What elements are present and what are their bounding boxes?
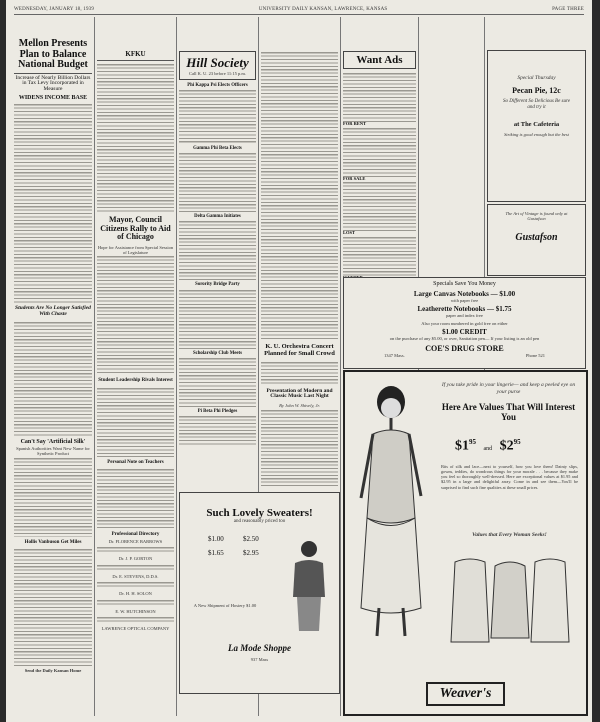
directory-item: E. W. HUTCHINSON: [115, 608, 156, 614]
kfku-text: [97, 63, 174, 213]
cafeteria-tagline: Striking is good enough but the best: [504, 131, 569, 137]
story2-headline: Students Are No Longer Satisfied With Chaste: [15, 305, 91, 317]
coes-line5: on the purchase of any $5.00, or over, Sanitation pen— If your listing is an old pen: [389, 336, 540, 342]
coes-phone: Phone 521: [525, 352, 545, 358]
lead-subhead: Increase of Nearly Billion Dollars in Tax Levy Incorporated in Measure: [15, 74, 91, 93]
column-1: [14, 17, 92, 716]
price: $2.95: [243, 549, 259, 557]
price-1: $1: [455, 438, 469, 454]
lead-section: WIDENS INCOME BASE: [18, 94, 88, 101]
coes-line1b: with paper free: [450, 298, 479, 303]
price: $1.00: [208, 535, 224, 543]
column-rule: [340, 17, 341, 716]
sweaters-ad-title: Such Lovely Sweaters!: [206, 507, 313, 519]
col1-footer: Send the Daily Kansan Home: [24, 667, 82, 673]
society-headline: Sorority Bridge Party: [195, 282, 240, 288]
want-ads-title: Want Ads: [356, 54, 403, 66]
cafeteria-name: at The Cafeteria: [513, 120, 560, 128]
column-2: [97, 17, 174, 716]
coes-line3: Also your room numbered in gold free on either: [421, 320, 508, 326]
directory-item: Dr. E. STEVENS, D.D.S.: [112, 573, 159, 579]
story3-headline: Student Leadership Rivals Interest: [98, 378, 173, 384]
weavers-logo: Weaver's: [426, 682, 506, 706]
kfku-heading: KFKU: [125, 50, 146, 58]
story4-text: [14, 548, 92, 668]
weavers-prices: [455, 438, 521, 455]
hill-society-banner: [179, 51, 256, 80]
want-ad-category: LOST: [343, 230, 356, 236]
la-mode-address: 937 Mass: [250, 657, 269, 662]
story3-headline: Can't Say 'Artificial Silk': [20, 438, 86, 445]
price-and: and: [483, 445, 493, 452]
hill-society-title: Hill Society: [186, 55, 249, 70]
special-body: So Different So Delicious Be sure and try it: [503, 98, 570, 110]
weavers-body: Bits of silk and lace—next to yourself, how you love them! Dainty slips, gowns, teddies, do wondrous things for your morale . . . because they make you feel so thoroughly well-dressed. Here are exceptional values at $1.95 and $2.95 in a large and delightful array. Come in and see them—You'll be surprised to find such fine qualities at these small prices.: [441, 464, 578, 490]
price-2-cents: 95: [513, 438, 521, 446]
story4-headline: Hollis Vanbuson Get Miles: [24, 539, 82, 545]
column-rule: [176, 17, 177, 716]
special-title: Special Thursday: [517, 75, 556, 81]
coes-address: 1347 Mass.: [384, 352, 405, 358]
newspaper-page: [6, 0, 592, 722]
story2-subhead: Hope for Assistance from Special Session of Legislature: [97, 244, 174, 255]
coes-store-name: COE'S DRUG STORE: [425, 343, 504, 353]
sweater-model-illustration: [287, 537, 331, 633]
column-rule: [94, 17, 95, 716]
concert-headline: K. U. Orchestra Concert Planned for Small Crowd: [264, 343, 335, 357]
story3-text: [14, 457, 92, 537]
want-ads-banner: [343, 51, 416, 69]
coes-line2: Leatherette Notebooks — $1.75: [417, 305, 512, 314]
column-4: [261, 17, 338, 487]
story2-text: [14, 321, 92, 436]
coes-line2b: paper and index free: [446, 313, 483, 319]
weavers-pitch: If you take pride in your lingerie— and keep a peeled eye on your purse: [441, 382, 576, 395]
society-headline: Scholarship Club Meets: [192, 350, 243, 356]
lead-story-text: [14, 103, 92, 303]
col4-text: [261, 51, 338, 341]
weavers-logo-wrap: [345, 682, 586, 706]
coes-heading: Specials Save You Money: [433, 281, 496, 287]
sweaters-ad: [179, 492, 340, 694]
column-3: [179, 17, 256, 487]
special-item: Pecan Pie, 12c: [512, 85, 561, 95]
society-headline: Gamma Phi Beta Elects: [193, 146, 242, 152]
society-headline: Delta Gamma Initiates: [194, 214, 241, 220]
directory-item: Dr. FLORENCE BARROWS: [108, 539, 163, 545]
coes-contact: [344, 353, 585, 358]
byline: By John W. Shively, Jr.: [279, 403, 320, 409]
directory-title: Professional Directory: [111, 531, 160, 537]
lingerie-model-illustration: [351, 378, 431, 638]
society-headline: Pi Beta Phi Pledges: [197, 408, 238, 414]
lead-headline: Mellon Presents Plan to Balance National Budget: [18, 38, 88, 70]
sweaters-prices: [208, 535, 278, 557]
price: $2.50: [243, 535, 259, 543]
story2-text: [97, 255, 174, 375]
directory-item: Dr. H. H. SOLON: [119, 591, 152, 597]
la-mode-store: La Mode Shoppe: [228, 643, 291, 653]
header-date: WEDNESDAY, JANUARY 18, 1939: [14, 6, 95, 12]
coes-credit: $1.00 CREDIT: [442, 328, 487, 337]
story4-text: [97, 468, 174, 528]
header-page-number: PAGE THREE: [552, 6, 584, 12]
story4-headline: Personal Note on Teachers: [107, 459, 164, 465]
gustafson-body: The Art of Vintage is found only at Gustafson: [505, 211, 568, 222]
price: $1.65: [208, 549, 224, 557]
hosiery-note: A New Shipment of Hosiery $1.00: [193, 603, 257, 608]
price-1-cents: 95: [469, 438, 476, 446]
gustafson-logo: Gustafson: [515, 231, 558, 243]
coes-drug-store-ad: [343, 277, 586, 369]
weavers-headline: Here Are Values That Will Interest You: [441, 402, 576, 422]
lingerie-items-illustration: [445, 552, 575, 652]
music-headline: Presentation of Modern and Classic Music Last Night: [266, 387, 333, 400]
story2-headline: Mayor, Council Citizens Rally to Aid of Chicago: [100, 215, 171, 242]
header-masthead: UNIVERSITY DAILY KANSAN, LAWRENCE, KANSAS: [258, 6, 388, 12]
sweaters-ad-subtitle: and reasonably priced too: [233, 519, 286, 524]
price-2: $2: [499, 438, 514, 454]
directory-item: Dr. J. P. GORTON: [118, 556, 153, 562]
want-ad-category: FOR RENT: [343, 121, 367, 126]
want-ad-category: FOR SALE: [343, 175, 366, 181]
gustafson-ad: [487, 204, 586, 276]
hill-society-subtitle: Call K. U. 23 before 11:15 p.m.: [188, 71, 247, 76]
weavers-ad: [343, 370, 588, 716]
coes-line1: Large Canvas Notebooks — $1.00: [413, 290, 516, 298]
cafeteria-ad: [487, 50, 586, 202]
professional-directory: [97, 539, 174, 631]
story3-text: [97, 387, 174, 457]
society-headline: Phi Kappa Psi Elects Officers: [187, 83, 248, 89]
weavers-tagline: Values that Every Woman Seeks!: [472, 532, 547, 538]
directory-item: LAWRENCE OPTICAL COMPANY: [101, 626, 170, 631]
page-header: [14, 4, 584, 15]
story3-subhead: Spanish Authorities Want New Name for Synthetic Product: [16, 445, 90, 457]
